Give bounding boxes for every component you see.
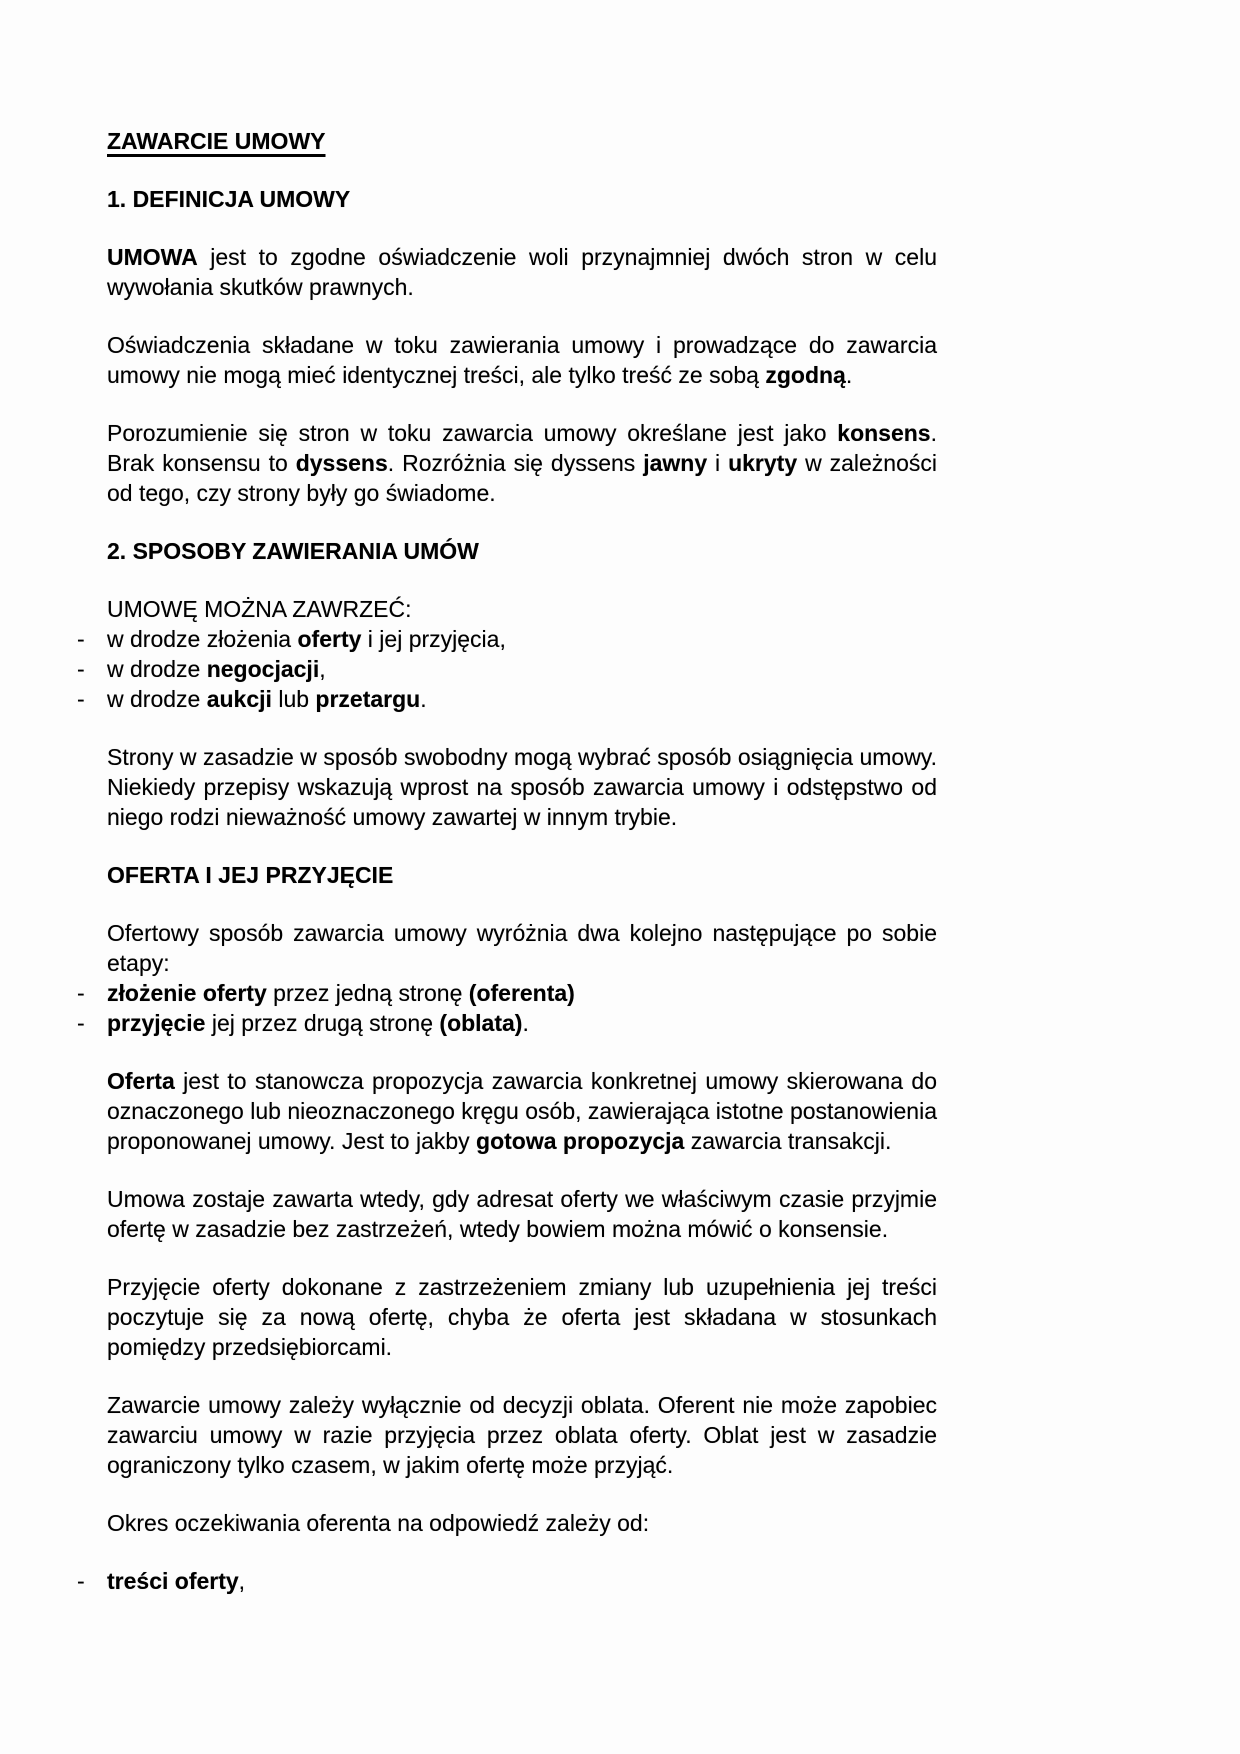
list-item-text [107, 686, 427, 712]
text-segment: Przyjęcie oferty dokonane z zastrzeżeniem zmiany lub uzupełnienia jej treści poczytuje się za nową ofertę, chyba że oferta jest składana w stosunkach pomiędzy przedsiębiorcami. [107, 1274, 937, 1360]
text-segment: zawarcia transakcji. [684, 1128, 892, 1154]
heading-oferta-i-jej-przyjecie [107, 860, 937, 890]
text-segment: w drodze złożenia [107, 626, 298, 652]
text-segment: złożenie oferty [107, 980, 267, 1006]
document-title [107, 126, 937, 156]
list-item [77, 1566, 937, 1596]
list-bullet: - [77, 656, 85, 682]
text-segment: ZAWARCIE UMOWY [107, 128, 326, 154]
text-segment: , [319, 656, 326, 682]
text-segment: w drodze [107, 656, 207, 682]
text-segment: . [522, 1010, 529, 1036]
paragraph [107, 330, 937, 390]
text-segment: (oblata) [439, 1010, 523, 1036]
text-segment: i [707, 450, 729, 476]
list-item [77, 684, 937, 714]
text-segment: zgodną [765, 362, 846, 388]
text-segment: przyjęcie [107, 1010, 206, 1036]
list-item-text [107, 1010, 529, 1036]
text-segment: Zawarcie umowy zależy wyłącznie od decyzji oblata. Oferent nie może zapobiec zawarciu umowy w razie przyjęcia przez oblata oferty. Oblat jest w zasadzie ograniczony tylko czasem, w jakim ofertę może przyjąć. [107, 1392, 937, 1478]
list-bullet: - [77, 980, 85, 1006]
text-segment: . [845, 362, 853, 388]
paragraph [107, 594, 937, 624]
text-segment: Ofertowy sposób zawarcia umowy wyróżnia dwa kolejno następujące po sobie etapy: [107, 920, 937, 976]
text-segment: UMOWĘ MOŻNA ZAWRZEĆ: [107, 596, 412, 622]
paragraph [107, 1390, 937, 1480]
paragraph [107, 242, 937, 302]
list-item [77, 1008, 937, 1038]
text-segment: w drodze [107, 686, 207, 712]
text-segment: jest to stanowcza propozycja zawarcia konkretnej umowy skierowana do oznaczonego lub nieoznaczonego kręgu osób, zawierająca istotne postanowienia proponowanej umowy. Jest to jakby [107, 1068, 937, 1154]
paragraph [107, 742, 937, 832]
list-item [77, 624, 937, 654]
text-segment: przetargu [315, 686, 421, 712]
list-item-text [107, 980, 575, 1006]
text-segment: (oferenta) [468, 980, 575, 1006]
text-segment: . Rozróżnia się dyssens [387, 450, 644, 476]
text-segment: ukryty [728, 450, 798, 476]
text-segment: Umowa zostaje zawarta wtedy, gdy adresat oferty we właściwym czasie przyjmie ofertę w zasadzie bez zastrzeżeń, wtedy bowiem można mówić o konsensie. [107, 1186, 937, 1242]
document-content [77, 126, 937, 1624]
list-bullet: - [77, 686, 85, 712]
text-segment: oferty [297, 626, 362, 652]
text-segment: UMOWA [107, 244, 198, 270]
list-item-text [107, 626, 506, 652]
heading-definicja-umowy [107, 184, 937, 214]
text-segment: Okres oczekiwania oferenta na odpowiedź zależy od: [107, 1510, 650, 1536]
text-segment: lub [271, 686, 316, 712]
text-segment: jest to zgodne oświadczenie woli przynajmniej dwóch stron w celu wywołania skutków prawnych. [107, 244, 937, 300]
text-segment: 1. DEFINICJA UMOWY [107, 186, 351, 212]
list-item-text [107, 1568, 245, 1594]
text-segment: jej przez drugą stronę [205, 1010, 440, 1036]
paragraph [107, 1508, 937, 1538]
text-segment: Oświadczenia składane w toku zawierania umowy i prowadzące do zawarcia umowy nie mogą mieć identycznej treści, ale tylko treść ze sobą [107, 332, 937, 388]
text-segment: . Brak konsensu to [107, 420, 937, 476]
text-segment: dyssens [295, 450, 388, 476]
list-item-text [107, 656, 326, 682]
heading-sposoby-zawierania-umow [107, 536, 937, 566]
list-item [77, 654, 937, 684]
text-segment: 2. SPOSOBY ZAWIERANIA UMÓW [107, 538, 479, 564]
paragraph [107, 1272, 937, 1362]
text-segment: Oferta [107, 1068, 175, 1094]
paragraph [107, 1066, 937, 1156]
text-segment: OFERTA I JEJ PRZYJĘCIE [107, 862, 394, 888]
text-segment: w zależności od tego, czy strony były go świadome. [107, 450, 937, 506]
text-segment: konsens [837, 420, 931, 446]
text-segment: Porozumienie się stron w toku zawarcia umowy określane jest jako [107, 420, 838, 446]
paragraph [107, 918, 937, 978]
paragraph [107, 1184, 937, 1244]
list-item [77, 978, 937, 1008]
text-segment: gotowa propozycja [476, 1128, 685, 1154]
text-segment: przez jedną stronę [266, 980, 469, 1006]
text-segment: i jej przyjęcia, [361, 626, 506, 652]
text-segment: . [420, 686, 427, 712]
list-bullet: - [77, 626, 85, 652]
text-segment: , [238, 1568, 246, 1594]
list-bullet: - [77, 1010, 85, 1036]
paragraph [107, 418, 937, 508]
text-segment: aukcji [206, 686, 272, 712]
text-segment: Strony w zasadzie w sposób swobodny mogą wybrać sposób osiągnięcia umowy. Niekiedy przepisy wskazują wprost na sposób zawarcia umowy i odstępstwo od niego rodzi nieważność umowy zawartej w innym trybie. [107, 744, 937, 830]
text-segment: jawny [643, 450, 708, 476]
text-segment: treści oferty [107, 1568, 239, 1594]
list-bullet: - [77, 1568, 85, 1594]
text-segment: negocjacji [206, 656, 320, 682]
